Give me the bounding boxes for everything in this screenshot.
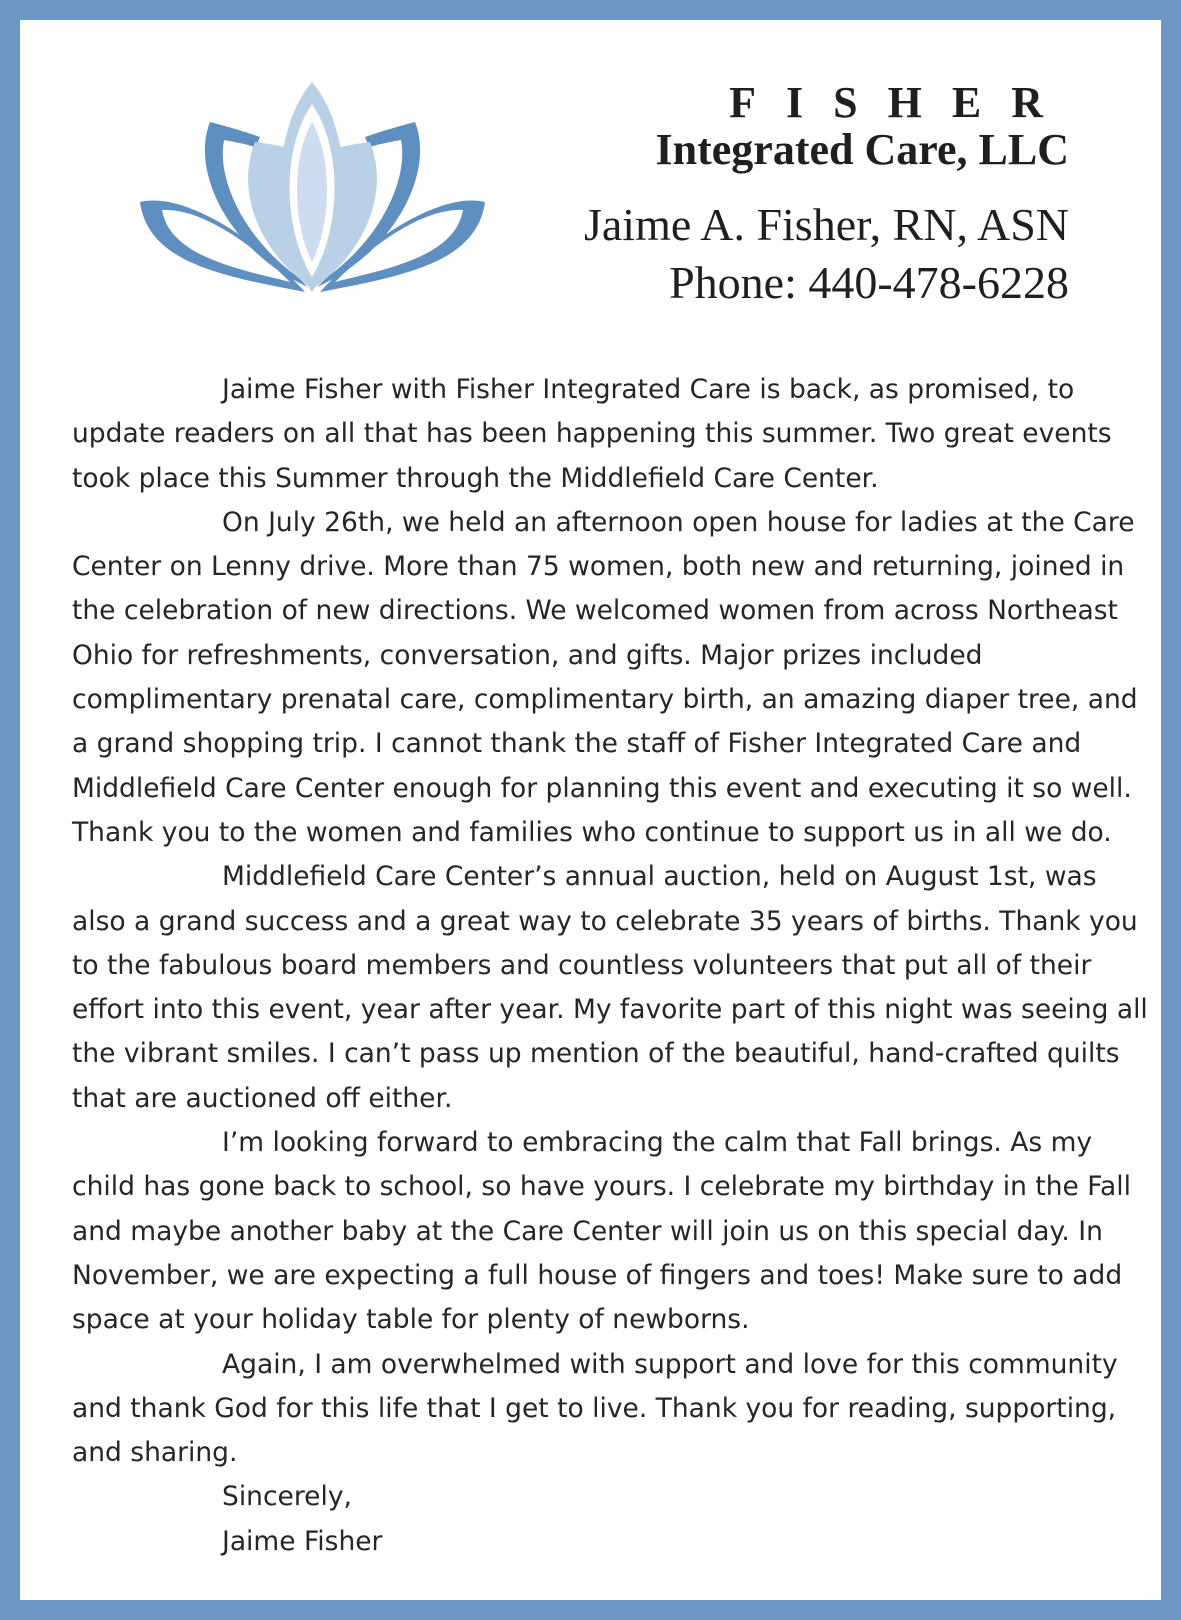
company-subtitle: Integrated Care, LLC [655,125,1069,174]
paragraph: Middlefield Care Center’s annual auction, held on August 1st, was also a grand success and a great way to celebrate 35 years of births. Thank you to the fabulous board members and countless volunteers that put all of their effort into this event, year after year. My favorite part of this night was seeing all the vibrant smiles. I can’t pass up mention of the beautiful, hand-crafted quilts that are auctioned off either. [72,861,1148,1114]
phone-number: Phone: 440-478-6228 [669,257,1069,308]
paragraph: Jaime Fisher with Fisher Integrated Care is back, as promised, to update readers on all that has been happening this summer. Two great events took place this Summer through the Middlefield Care Center. [72,374,1112,494]
person-name: Jaime A. Fisher, RN, ASN [583,199,1069,250]
company-name: FISHER [729,78,1073,127]
paragraph: Again, I am overwhelmed with support and love for this community and thank God for this life that I get to live. Thank you for reading, supporting, and sharing. [72,1348,1118,1469]
masthead [583,78,1073,312]
letter-body [72,368,1152,1564]
paragraph: I’m looking forward to embracing the calm that Fall brings. As my child has gone back to school, so have yours. I celebrate my birthday in the Fall and maybe another baby at the Care Center will join us on this special day. In November, we are expecting a full house of fingers and toes! Make sure to add space at your holiday table for plenty of newborns. [72,1127,1131,1336]
closing: Sincerely, [222,1481,352,1513]
signature: Jaime Fisher [222,1525,383,1557]
lotus-icon [140,82,485,314]
paragraph: On July 26th, we held an afternoon open house for ladies at the Care Center on Lenny drive. More than 75 women, both new and returning, joined in the celebration of new directions. We welcomed women from across Northeast Ohio for refreshments, conversation, and gifts. Major prizes included complimentary prenatal care, complimentary birth, an amazing diaper tree, and a grand shopping trip. I cannot thank the staff of Fisher Integrated Care and Middlefield Care Center enough for planning this event and executing it so well. Thank you to the women and families who continue to support us in all we do. [72,506,1138,848]
